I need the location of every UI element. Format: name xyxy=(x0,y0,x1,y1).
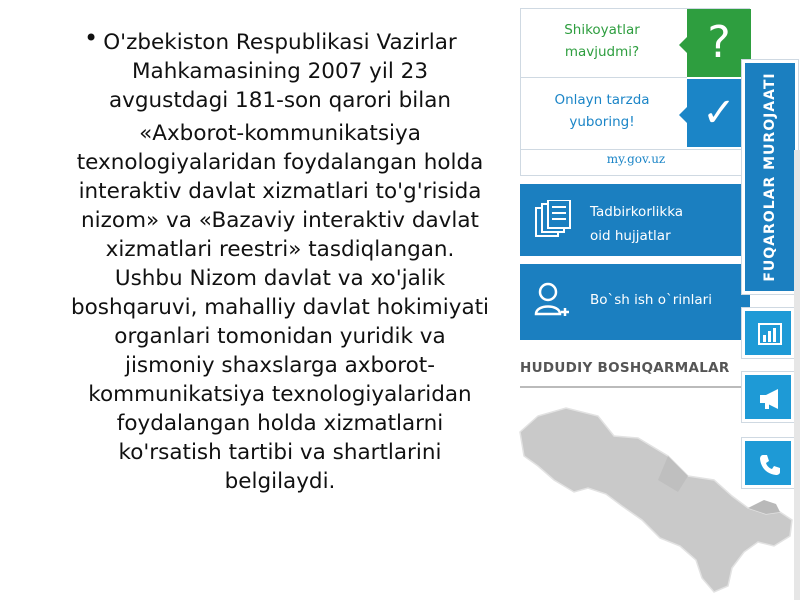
statistics-button[interactable] xyxy=(742,308,794,358)
document-stack-icon xyxy=(534,200,572,245)
complaint-banner[interactable] xyxy=(520,8,750,176)
divider xyxy=(520,386,756,388)
regional-offices-title: HUDUDIY BOSHQARMALAR xyxy=(520,360,730,376)
citizens-appeal-label: FUQAROLAR MUROJAATI xyxy=(762,72,778,282)
paragraph-2: «Axborot-kommunikatsiya texnologiyalaridan foydalangan holda interaktiv davlat xizmatlari to'g'risida nizom» va «Bazaviy interaktiv davlat xizmatlari reestri» tasdiqlangan. Ushbu Nizom davlat va xo'jalik boshqaruvi, mahalliy davlat hokimiyati organlari tomonidan yuridik va jismoniy shaxslarga axborot-kommunikatsiya texnologiyalaridan foydalangan holda xizmatlarni ko'rsatish tartibi va shartlarini belgilaydi. xyxy=(70,121,490,494)
chart-icon xyxy=(758,323,782,345)
bullet-icon: • xyxy=(84,24,99,52)
announcements-button[interactable] xyxy=(742,372,794,422)
user-add-icon xyxy=(534,280,570,325)
site-link[interactable]: my.gov.uz xyxy=(606,152,666,166)
complaint-question: Shikoyatlar mavjudmi? xyxy=(564,22,640,60)
check-mark-icon: ✓ xyxy=(687,79,751,147)
megaphone-icon xyxy=(758,387,784,411)
vacancies-button[interactable] xyxy=(520,264,750,340)
divider xyxy=(521,77,687,78)
paragraph-1: O'zbekiston Respublikasi Vazirlar Mahkamasining 2007 yil 23 avgustdagi 181-son qarori bilan xyxy=(103,30,457,113)
citizens-appeal-tab[interactable] xyxy=(742,60,798,294)
business-documents-button[interactable] xyxy=(520,184,750,256)
vacancies-label: Bo`sh ish o`rinlari xyxy=(590,292,712,308)
slide-text xyxy=(70,24,490,496)
contact-button[interactable] xyxy=(742,438,794,488)
divider xyxy=(521,149,751,150)
complaint-send-online: Onlayn tarzda yuboring! xyxy=(554,92,650,130)
business-documents-label: Tadbirkorlikka oid hujjatlar xyxy=(590,204,684,244)
uzbekistan-map[interactable] xyxy=(518,396,794,596)
question-mark-icon: ? xyxy=(687,9,751,77)
scrollbar-edge xyxy=(794,150,800,600)
bullet-paragraph xyxy=(70,24,490,115)
phone-icon xyxy=(758,453,782,477)
